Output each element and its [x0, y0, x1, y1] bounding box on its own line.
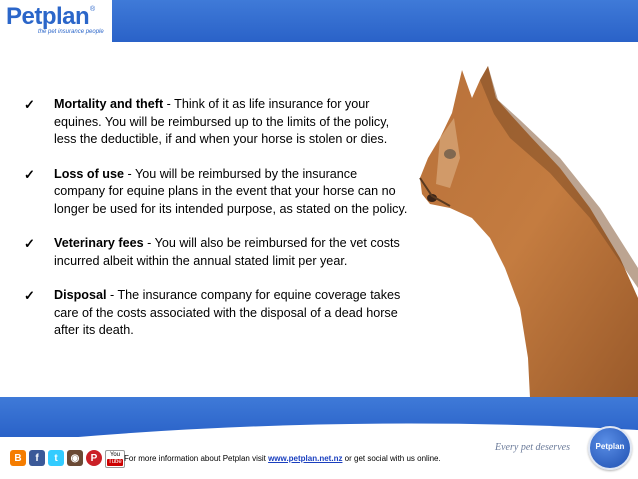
bullet-title: Disposal [54, 288, 107, 302]
blogger-icon[interactable]: B [10, 450, 26, 466]
bullet-mortality [24, 96, 408, 149]
check-icon: ✓ [24, 288, 35, 303]
facebook-icon[interactable]: f [29, 450, 45, 466]
bullet-text: - The insurance company for equine coverage takes care of the costs associated with the disposal of a dead horse after its death. [54, 288, 401, 337]
check-icon: ✓ [24, 166, 35, 182]
pinterest-icon[interactable]: P [86, 450, 102, 466]
logo-tagline: the pet insurance people [38, 29, 104, 35]
bullet-title: Mortality and theft [54, 97, 164, 111]
logo[interactable] [0, 0, 112, 42]
bullet-text: - Think of it as life insurance for your equines. You will be reimbursed up to the limits of the policy, less the deductible, if and when your horse is stolen or dies. [54, 97, 390, 146]
brand-tagline: Every pet deserves [495, 442, 570, 453]
check-icon: ✓ [24, 236, 35, 251]
logo-registered-mark: ® [90, 6, 96, 13]
youtube-icon[interactable] [105, 450, 125, 468]
bullet-disposal [24, 287, 408, 340]
website-link[interactable]: www.petplan.net.nz [268, 454, 343, 463]
instagram-icon[interactable]: ◉ [67, 450, 83, 466]
footer-prefix: For more information about Petplan visit [124, 454, 269, 463]
bullet-loss-of-use [24, 166, 408, 219]
petplan-badge[interactable] [588, 426, 632, 470]
footer-text [124, 454, 441, 463]
bullet-list [24, 96, 408, 357]
social-links [10, 450, 125, 468]
bullet-text: - You will also be reimbursed for the vet costs incurred albeit within the annual stated limit per year. [54, 236, 400, 268]
bullet-text: - You will be reimbursed by the insurance company for equine plans in the event that your horse can no longer be used for its intended purpose, as stated on the policy. [54, 166, 408, 216]
youtube-label-bottom: Tube [108, 459, 122, 465]
check-icon: ✓ [24, 97, 35, 112]
bullet-title: Loss of use [54, 166, 124, 181]
badge-label: Petplan [595, 442, 625, 451]
horse-image [410, 58, 638, 398]
youtube-label-top: You [109, 452, 121, 458]
logo-text: Petplan [6, 3, 90, 30]
bullet-title: Veterinary fees [54, 236, 144, 250]
bullet-veterinary [24, 235, 408, 270]
footer-suffix: or get social with us online. [342, 454, 441, 463]
twitter-icon[interactable]: t [48, 450, 64, 466]
